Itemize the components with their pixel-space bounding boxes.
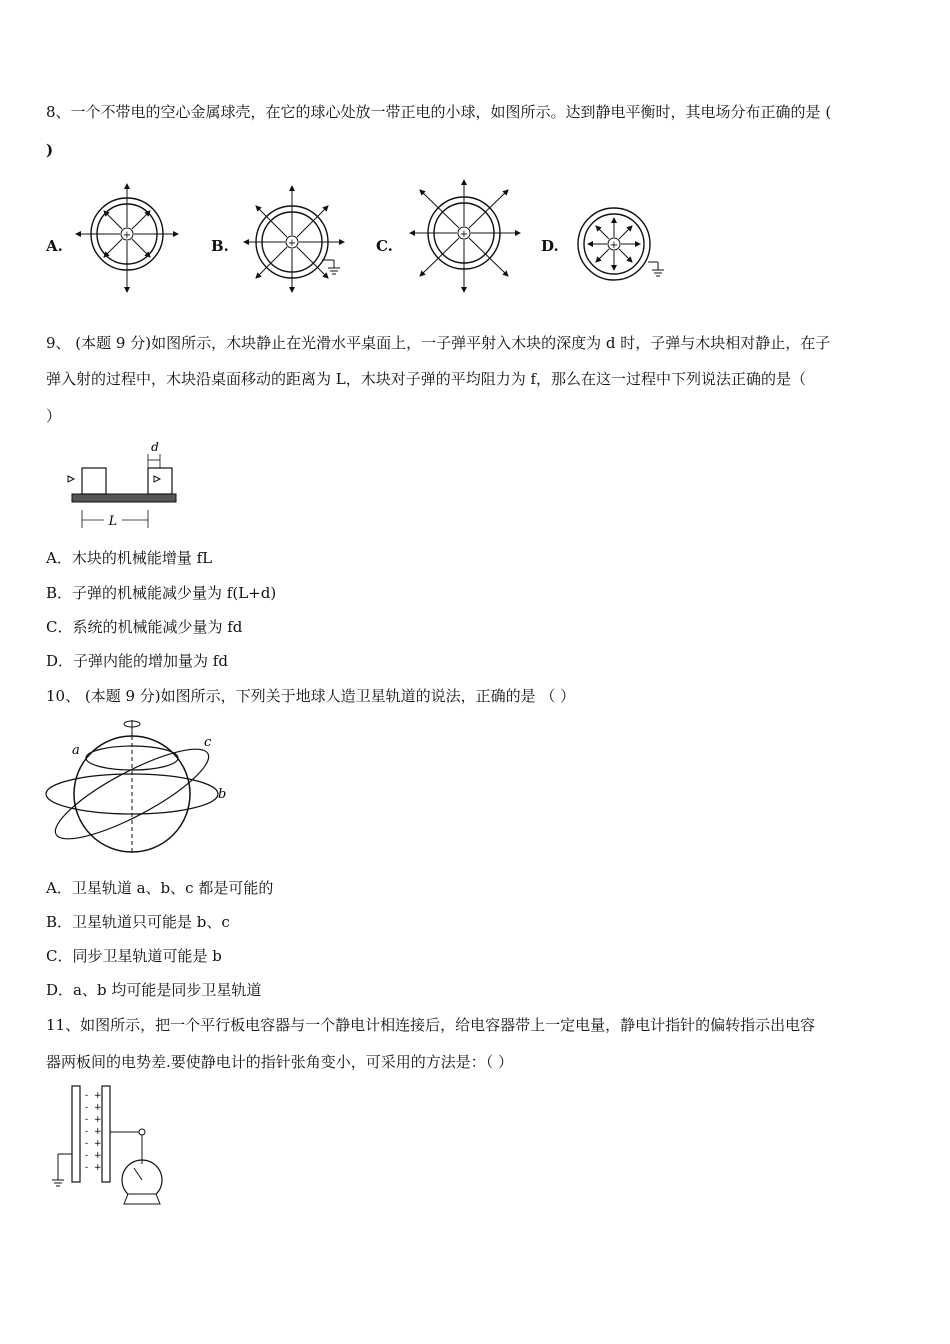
q10-figure-label-a: a <box>72 743 80 758</box>
q8-option-a-label: A. <box>46 237 63 255</box>
q11-figure-capacitor-electrometer <box>50 1082 200 1210</box>
q11-plus-4: + <box>94 1127 102 1137</box>
q10-option-a: A．卫星轨道 a、b、c 都是可能的 <box>46 879 274 897</box>
q8-d-charge-plus: + <box>609 240 619 251</box>
q8-a-charge-plus: + <box>122 230 132 241</box>
q10-stem: 10、 (本题 9 分)如图所示，下列关于地球人造卫星轨道的说法，正确的是 （ ） <box>46 687 576 705</box>
q10-option-b: B．卫星轨道只可能是 b、c <box>46 913 230 931</box>
q11-minus-6: - <box>85 1151 89 1161</box>
q10-figure-earth-orbits <box>44 714 244 856</box>
q11-plus-6: + <box>94 1151 102 1161</box>
q10-option-d: D．a、b 均可能是同步卫星轨道 <box>46 981 262 999</box>
q8-b-charge-plus: + <box>287 238 297 249</box>
q11-plus-2: + <box>94 1103 102 1113</box>
q11-plus-1: + <box>94 1091 102 1101</box>
q8-option-b-label: B. <box>211 237 229 255</box>
q11-minus-3: - <box>85 1115 89 1125</box>
q9-stem-line3: ） <box>46 407 62 425</box>
q8-figure-d <box>576 206 668 282</box>
q11-plus-5: + <box>94 1139 102 1149</box>
q8-c-charge-plus: + <box>459 229 469 240</box>
q11-stem-line2: 器两板间的电势差.要使静电计的指针张角变小，可采用的方法是：（ ） <box>46 1053 514 1071</box>
q11-minus-7: - <box>85 1163 89 1173</box>
q11-minus-5: - <box>85 1139 89 1149</box>
q8-stem-line2: ) <box>46 141 54 159</box>
q8-figure-b <box>240 180 352 296</box>
q10-figure-label-c: c <box>204 735 212 750</box>
q8-stem-line1: 8、一个不带电的空心金属球壳，在它的球心处放一带正电的小球，如图所示。达到静电平衡时，其电场分布正确的是 ( <box>46 103 832 121</box>
q8-figure-a <box>76 180 180 296</box>
q9-figure-label-d: d <box>151 440 159 454</box>
q10-figure-label-b: b <box>218 787 227 802</box>
q9-stem-line1: 9、 (本题 9 分)如图所示，木块静止在光滑水平桌面上，一子弹平射入木块的深度为 d 时，子弹与木块相对静止，在子 <box>46 334 831 352</box>
q8-option-c-label: C. <box>376 237 393 255</box>
q11-plus-7: + <box>94 1163 102 1173</box>
q8-option-d-label: D. <box>541 237 559 255</box>
q11-stem-line1: 11、如图所示，把一个平行板电容器与一个静电计相连接后，给电容器带上一定电量，静电计指针的偏转指示出电容 <box>46 1016 816 1034</box>
q9-figure-label-l: L <box>108 514 118 529</box>
q9-option-c: C．系统的机械能减少量为 fd <box>46 618 243 636</box>
q10-option-c: C．同步卫星轨道可能是 b <box>46 947 222 965</box>
q9-option-b: B．子弹的机械能减少量为 f(L+d) <box>46 584 277 602</box>
q11-minus-4: - <box>85 1127 89 1137</box>
q9-option-d: D．子弹内能的增加量为 fd <box>46 652 228 670</box>
q8-figure-c <box>408 178 524 296</box>
q9-option-a: A．木块的机械能增量 fL <box>46 549 213 567</box>
q9-figure-bullet-block <box>64 436 184 532</box>
q11-plus-3: + <box>94 1115 102 1125</box>
q9-stem-line2: 弹入射的过程中，木块沿桌面移动的距离为 L，木块对子弹的平均阻力为 f，那么在这一过程中下列说法正确的是（ <box>46 370 807 388</box>
q11-minus-1: - <box>85 1091 89 1101</box>
q11-minus-2: - <box>85 1103 89 1113</box>
